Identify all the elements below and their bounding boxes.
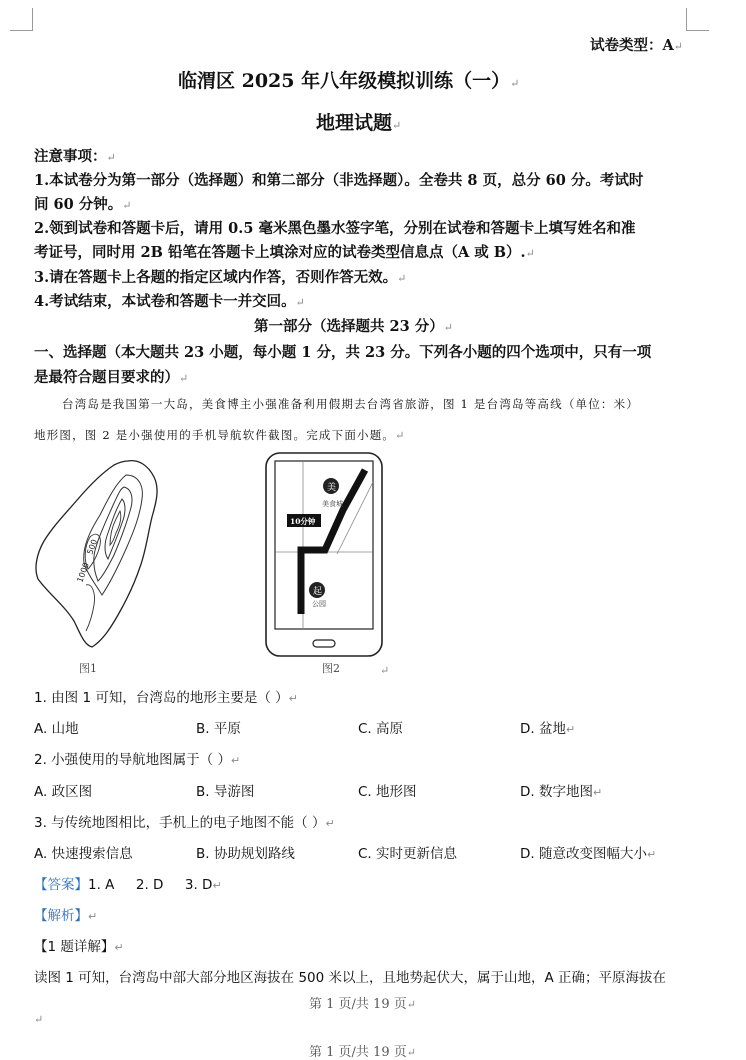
travel-time-badge: 10分钟 [290,517,316,526]
figure1-caption: 图1 [79,662,97,675]
exam-title: 临渭区 2025 年八年级模拟训练（一）↵ [178,70,520,92]
question-option[interactable]: A. 快速搜索信息 [34,846,133,862]
notice-line: 1.本试卷分为第一部分（选择题）和第二部分（非选择题）。全卷共 8 页，总分 60 分。考试时 [34,172,644,189]
page-number: 第 1 页/共 19 页↵ [309,997,416,1012]
question-stem: 2. 小强使用的导航地图属于（ ）↵ [34,752,241,768]
question-stem: 1. 由图 1 可知，台湾岛的地形主要是（ ）↵ [34,690,298,706]
question-option[interactable]: D. 盆地↵ [520,721,576,737]
food-city-marker: 美 [327,483,337,493]
page-number-repeat: 第 1 页/共 19 页↵ [309,1045,416,1060]
detail-text: 读图 1 可知，台湾岛中部大部分地区海拔在 500 米以上，且地势起伏大，属于山地，A 正确；平原海拔在 [34,970,667,986]
contour-label: 1000 [75,561,91,584]
question-option[interactable]: B. 导游图 [196,784,255,800]
phone-navigation-map [265,452,383,657]
detail-label: 【1 题详解】↵ [34,939,124,955]
intro-line: 台湾岛是我国第一大岛，美食博主小强准备利用假期去台湾省旅游，图 1 是台湾岛等高线（单位：米） [62,397,640,411]
figure2-caption: 图2 [322,662,340,675]
food-city-label: 美食城 [322,500,343,508]
part1-instruction: 一、选择题（本大题共 23 小题，每小题 1 分，共 23 分。下列各小题的四个选项中，只有一项 [34,344,652,361]
notice-line: 4.考试结束，本试卷和答题卡一并交回。↵ [34,293,305,310]
question-option[interactable]: A. 山地 [34,721,79,737]
question-option[interactable]: B. 协助规划路线 [196,846,295,862]
contour-label: 500 [85,538,100,556]
question-option[interactable]: D. 数字地图↵ [520,784,603,800]
subject-title: 地理试题↵ [316,112,402,134]
notice-line: 3.请在答题卡上各题的指定区域内作答，否则作答无效。↵ [34,269,407,286]
answer-label: 【答案】 [34,877,88,893]
intro-line: 地形图，图 2 是小强使用的手机导航软件截图。完成下面小题。↵ [34,428,406,442]
notice-heading: 注意事项：↵ [34,148,116,165]
corner-mark-right [686,8,709,31]
notice-line: 考证号，同时用 2B 铅笔在答题卡上填涂对应的试卷类型信息点（A 或 B）.↵ [34,244,535,261]
analysis-label: 【解析】↵ [34,908,98,924]
question-option[interactable]: A. 政区图 [34,784,93,800]
answer-line: 【答案】1. A 2. D 3. D↵ [34,877,222,893]
park-label: 公园 [312,600,326,608]
corner-mark-left [10,8,33,31]
question-stem: 3. 与传统地图相比，手机上的电子地图不能（ ）↵ [34,815,335,831]
paragraph-mark: ↵ [380,664,390,677]
question-option[interactable]: C. 实时更新信息 [358,846,458,862]
part1-title: 第一部分（选择题共 23 分）↵ [254,318,453,335]
paper-type-label: 试卷类型：A↵ [590,37,683,54]
question-option[interactable]: D. 随意改变图幅大小↵ [520,846,657,862]
notice-line: 间 60 分钟。↵ [34,196,132,213]
question-option[interactable]: C. 高原 [358,721,404,737]
question-option[interactable]: C. 地形图 [358,784,417,800]
park-marker: 起 [313,587,323,597]
part1-instruction: 是最符合题目要求的）↵ [34,369,189,386]
notice-line: 2.领到试卷和答题卡后，请用 0.5 毫米黑色墨水签字笔，分别在试卷和答题卡上填写姓名和准 [34,220,636,237]
paragraph-mark: ↵ [34,1013,44,1026]
taiwan-contour-map [30,455,170,655]
question-option[interactable]: B. 平原 [196,721,241,737]
